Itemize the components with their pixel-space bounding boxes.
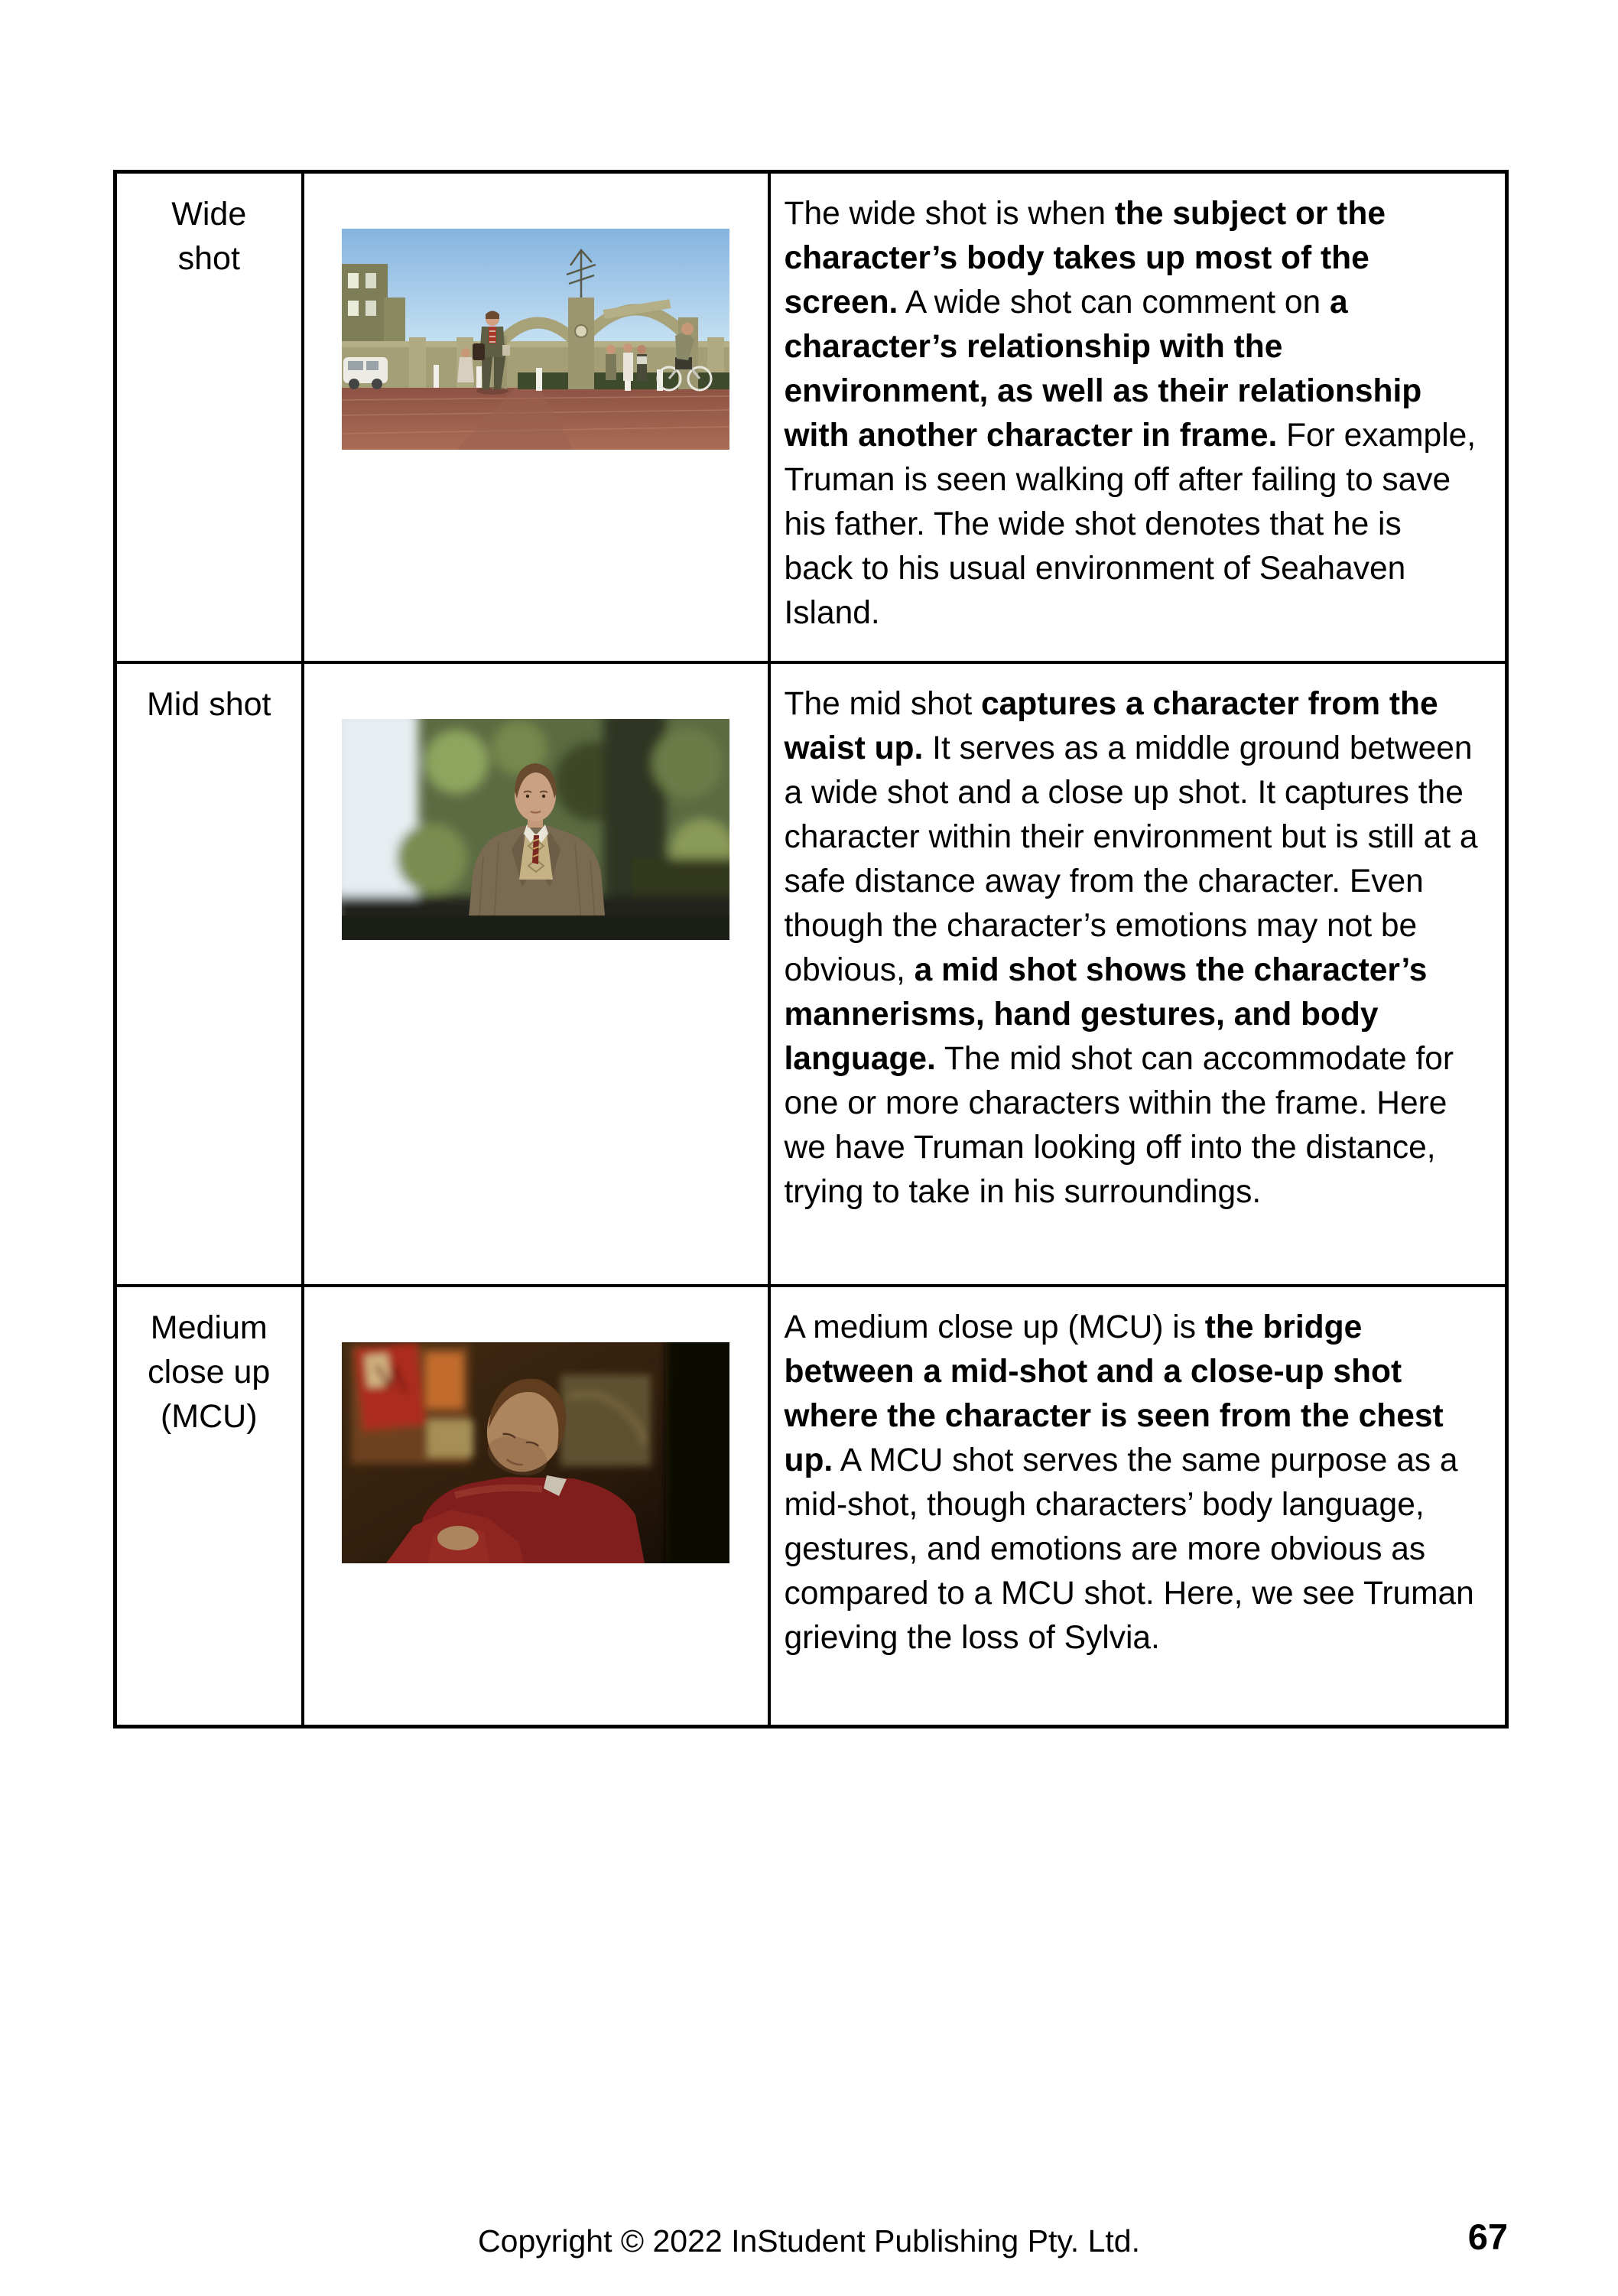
description-bold-segment: a mid shot shows the character’s mannerisms, hand gestures, and body language. — [784, 951, 1428, 1077]
shot-image-cell-wide — [303, 172, 769, 662]
description-bold-segment: the bridge between a mid-shot and a close-up shot where the character is seen from the chest up. — [784, 1309, 1444, 1478]
description-segment: It serves as a middle ground between a wide shot and a close up shot. It captures the character within their environment but is still at a safe distance away from the character. Even though the character’s emotions may not be obvious, — [784, 730, 1478, 988]
shot-type-label-mcu — [115, 1286, 303, 1727]
description-bold-segment: a character’s relationship with the environment, as well as their relationship with another character in frame. — [784, 285, 1422, 454]
label-line: close up — [148, 1353, 271, 1390]
mid-shot-photo — [342, 719, 729, 940]
description-bold-segment: the subject or the character’s body takes up most of the screen. — [784, 196, 1386, 320]
description-segment: A medium close up (MCU) is — [784, 1309, 1205, 1345]
label-line: Medium — [150, 1309, 268, 1346]
description-segment: The wide shot is when — [784, 196, 1115, 232]
page-number: 67 — [1467, 2216, 1508, 2257]
table-row-wide-shot — [115, 172, 1507, 662]
shot-image-cell-mid — [303, 662, 769, 1286]
description-segment: A wide shot can comment on — [898, 285, 1330, 320]
shot-description-mid — [769, 662, 1507, 1286]
description-segment: A MCU shot serves the same purpose as a mid-shot, though characters’ body language, gestures, and emotions are more obvious as compared to a MCU shot. Here, we see Truman grieving the loss of Sylvia. — [784, 1442, 1474, 1656]
label-line: (MCU) — [160, 1397, 258, 1435]
label-line: Mid shot — [146, 685, 271, 723]
table-row-mcu — [115, 1286, 1507, 1727]
description-segment: The mid shot can accommodate for one or more characters within the frame. Here we have Truman looking off into the distance, trying to take in his surroundings. — [784, 1040, 1454, 1210]
label-line: shot — [177, 240, 240, 277]
shot-image-cell-mcu — [303, 1286, 769, 1727]
table-row-mid-shot — [115, 662, 1507, 1286]
mcu-shot-photo — [342, 1342, 729, 1563]
description-segment: The mid shot — [784, 685, 981, 722]
shot-type-label-wide — [115, 172, 303, 662]
wide-shot-photo — [342, 229, 729, 450]
label-line: Wide — [171, 196, 247, 233]
shot-type-label-mid — [115, 662, 303, 1286]
footer-copyright: Copyright © 2022 InStudent Publishing Pty. Ltd. — [478, 2223, 1140, 2259]
description-segment: For example, Truman is seen walking off after failing to save his father. The wide shot denotes that he is back to his usual environment of Seahaven Island. — [784, 418, 1477, 631]
camera-shots-table — [113, 170, 1509, 1729]
shot-description-mcu — [769, 1286, 1507, 1727]
description-bold-segment: captures a character from the waist up. — [784, 685, 1438, 766]
shot-description-wide — [769, 172, 1507, 662]
